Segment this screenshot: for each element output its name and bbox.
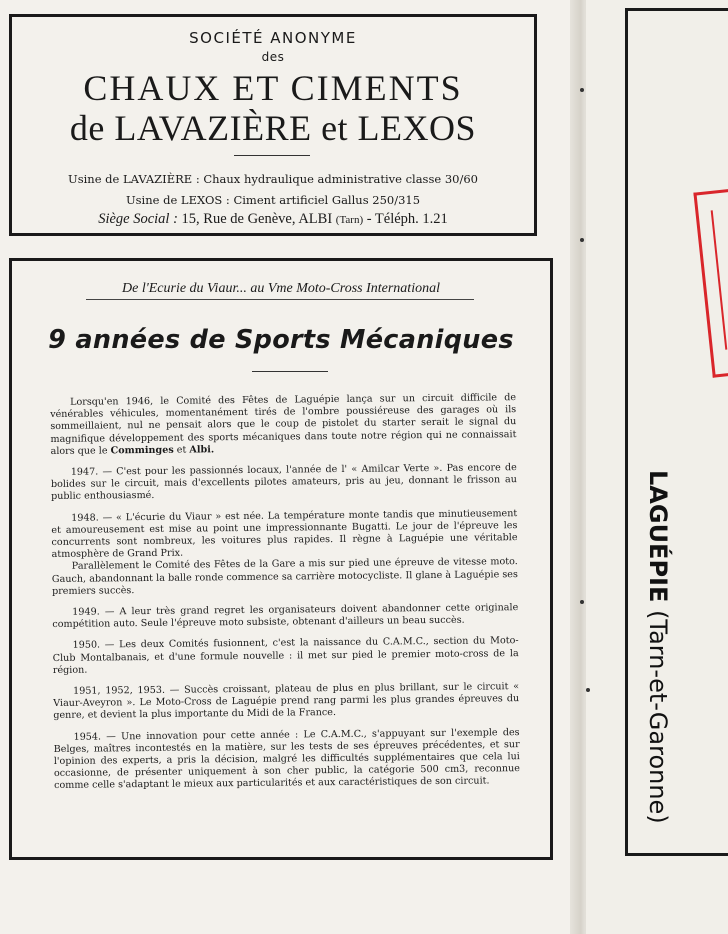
staple-mark bbox=[580, 600, 584, 604]
town-name: LAGUÉPIE bbox=[644, 470, 672, 603]
right-page-title bbox=[644, 470, 672, 824]
title-divider bbox=[234, 155, 310, 156]
paragraph-1950: 1950. — Les deux Comités fusionnent, c'est la naissance du C.A.M.C., section du Moto-Club Montalbanais, et d'une formule nouvelle : il met sur pied le premier moto-cross de la région. bbox=[52, 635, 519, 676]
paragraph-1948: 1948. — « L'écurie du Viaur » est née. La température monte tandis que minutieusement et amoureusement est mise au point une impressionnante Bugatti. Le jour de l'épreuve les concurrents sont nombreux, les voitures plus rapides. Il règne à Laguépie une véritable atmosphère de Grand Prix. bbox=[51, 507, 518, 561]
headline-divider bbox=[252, 371, 328, 372]
paragraph-1947: 1947. — C'est pour les passionnés locaux, l'année de l' « Amilcar Verte ». Pas encore de bolides sur le circuit, mais d'excellents pilotes amateurs, pris au jeu, donnant le frisson au public enthousiasmé. bbox=[50, 462, 517, 503]
article-subtitle: De l'Ecurie du Viaur... au Vme Moto-Cross International bbox=[122, 281, 440, 296]
subtitle-underline bbox=[86, 299, 474, 300]
department-name: (Tarn-et-Garonne) bbox=[644, 610, 672, 824]
siege-region: (Tarn) bbox=[335, 214, 364, 226]
company-type-des: des bbox=[261, 50, 285, 64]
paragraph-parallelement: Parallèlement le Comité des Fêtes de la Gare a mis sur pied une épreuve de vitesse moto. Gauch, abandonnant la balle ronde commence sa carrière motocycliste. Il glane à Laguépie ses premiers succès. bbox=[51, 556, 518, 597]
article-headline: 9 années de Sports Mécaniques bbox=[48, 325, 514, 355]
usine-lexos: Usine de LEXOS : Ciment artificiel Gallus 250/315 bbox=[125, 193, 421, 207]
siege-label: Siège Social : bbox=[98, 211, 178, 227]
staple-mark bbox=[586, 688, 590, 692]
paragraph-1954: 1954. — Une innovation pour cette année : Le C.A.M.C., s'appuyant sur l'exemple des Belges, maîtres incontestés en la matière, sur les tests de ses épreuves précédentes, et sur l'opinion des experts, a pris la décision, malgré les difficultés supplémentaires que cela lui occasionne, de présenter uniquement à son cher public, la catégorie 500 cm3, reconnue comme celle s'adaptant le mieux aux particularités et aux caractéristiques de son circuit. bbox=[53, 726, 520, 792]
company-title-line2: de LAVAZIÈRE et LEXOS bbox=[69, 108, 477, 148]
article-body bbox=[50, 392, 520, 802]
siege-address: 15, Rue de Genève, ALBI bbox=[181, 211, 333, 227]
advertisement-box bbox=[9, 14, 537, 236]
article-box bbox=[9, 258, 553, 860]
siege-phone: - Téléph. 1.21 bbox=[366, 211, 448, 227]
paragraph-1: Lorsqu'en 1946, le Comité des Fêtes de Laguépie lança sur un circuit difficile de vénérables véhicules, momentanément tirés de l'ombre poussiéreuse des garages où ils sommeillaient, nul ne pensait alors que le coup de pistolet du starter serait le signal du magnifique développement des sports mécaniques dans toute notre région qui ne connaissait alors que le Comminges et Albi. bbox=[50, 392, 517, 457]
staple-mark bbox=[580, 88, 584, 92]
company-title-line1: CHAUX ET CIMENTS bbox=[83, 68, 463, 108]
siege-social bbox=[12, 211, 534, 228]
right-page-frame bbox=[625, 8, 728, 856]
paragraph-1949: 1949. — A leur très grand regret les organisateurs doivent abandonner cette originale compétition auto. Seule l'épreuve moto subsiste, obtenant d'ailleurs un beau succès. bbox=[52, 602, 519, 631]
company-type: SOCIÉTÉ ANONYME bbox=[189, 29, 357, 47]
paragraph-1951-1953: 1951, 1952, 1953. — Succès croissant, plateau de plus en plus brillant, sur le circuit « Viaur-Aveyron ». Le Moto-Cross de Laguépie prend rang parmi les plus grandes épreuves du genre, et devient la plus importante du Midi de la France. bbox=[53, 681, 520, 722]
staple-mark bbox=[580, 238, 584, 242]
usine-lavaziere: Usine de LAVAZIÈRE : Chaux hydraulique administrative classe 30/60 bbox=[68, 172, 478, 186]
